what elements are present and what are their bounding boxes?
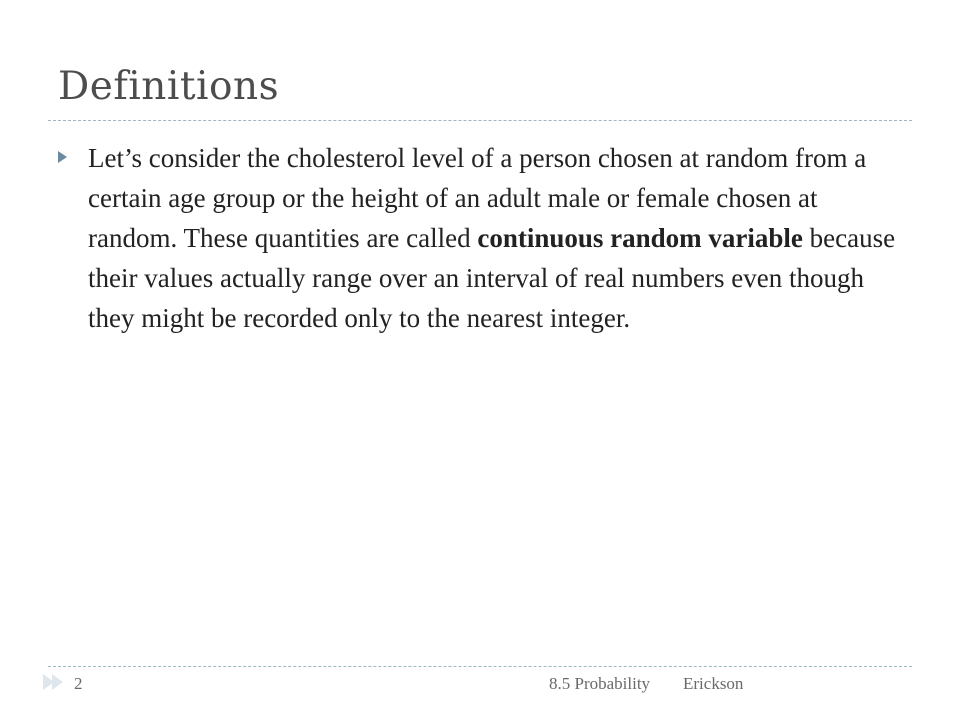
title-divider [48, 120, 912, 121]
footer-divider [48, 666, 912, 667]
footer-arrow-icon-secondary [52, 674, 63, 690]
slide-number: 2 [74, 674, 83, 693]
footer-author: Erickson [683, 674, 744, 693]
bullet-arrow-icon [58, 151, 67, 163]
slide-title: Definitions [58, 64, 280, 109]
bullet-text-intro: Let’s consider the cholesterol level of a person chosen at random from a certain age group or the height of an adult male or female chosen at random. These quantities are called [88, 143, 867, 253]
bullet-text [88, 138, 898, 338]
bullet-item [58, 138, 898, 338]
bullet-bold-term: continuous random variable [477, 223, 803, 253]
footer-course-label: 8.5 Probability [549, 674, 651, 693]
bullet-text-rest: because their values actually range over an interval of real numbers even though they might be recorded only to the nearest integer. [88, 223, 896, 333]
